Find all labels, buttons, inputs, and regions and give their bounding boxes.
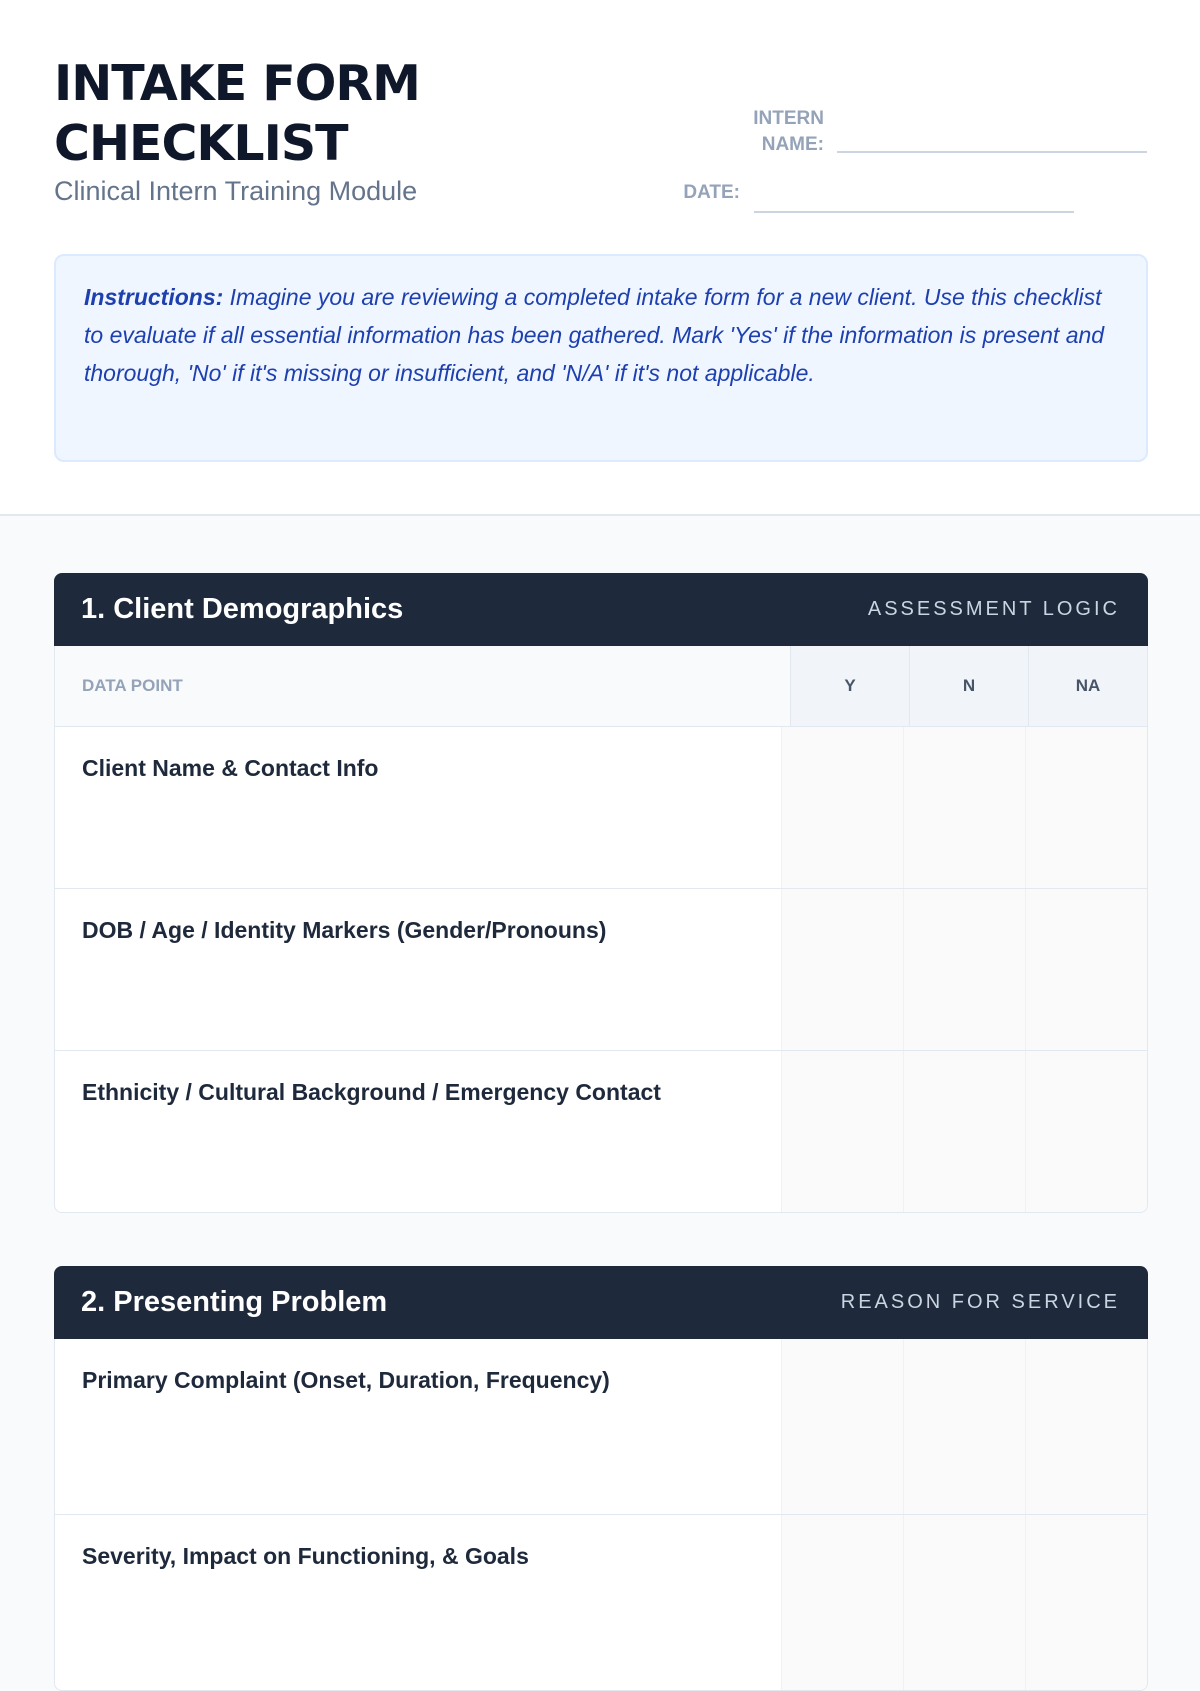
row-label: Client Name & Contact Info <box>82 755 379 781</box>
no-cell[interactable] <box>903 1051 1025 1212</box>
page-subtitle: Clinical Intern Training Module <box>54 176 418 206</box>
no-cell[interactable] <box>903 889 1025 1050</box>
page-title: INTAKE FORM CHECKLIST <box>54 55 420 172</box>
checklist-table <box>54 646 1148 1213</box>
intern-name-label: INTERN NAME: <box>753 108 824 155</box>
instructions-text: Imagine you are reviewing a completed intake form for a new client. Use this checklist to evaluate if all essential information has been gathered. Mark 'Yes' if the information is present and thorough, 'No' if it's missing or insufficient, and 'N/A' if it's not applicable. <box>84 284 1105 386</box>
instructions-box <box>54 254 1148 462</box>
column-header-na: NA <box>1028 646 1147 726</box>
yes-cell[interactable] <box>781 889 903 1050</box>
yes-cell[interactable] <box>781 1515 903 1690</box>
section-header <box>54 573 1148 646</box>
yes-cell[interactable] <box>781 727 903 888</box>
row-label: Severity, Impact on Functioning, & Goals <box>82 1543 529 1569</box>
no-cell[interactable] <box>903 727 1025 888</box>
checklist-table <box>54 1339 1148 1691</box>
table-row <box>55 1515 1147 1690</box>
section-title: 1. Client Demographics <box>81 593 404 625</box>
row-label: Ethnicity / Cultural Background / Emergency Contact <box>82 1079 661 1105</box>
na-cell[interactable] <box>1025 1339 1147 1514</box>
column-header-yes: Y <box>790 646 909 726</box>
table-header-row <box>55 646 1147 727</box>
no-cell[interactable] <box>903 1515 1025 1690</box>
row-label: DOB / Age / Identity Markers (Gender/Pronouns) <box>82 917 607 943</box>
column-header-no: N <box>909 646 1028 726</box>
row-label: Primary Complaint (Onset, Duration, Frequency) <box>82 1367 610 1393</box>
section-header <box>54 1266 1148 1339</box>
date-field[interactable] <box>754 211 1074 213</box>
instructions-lead: Instructions: <box>84 284 224 310</box>
section-tag: REASON FOR SERVICE <box>840 1291 1120 1313</box>
date-label: DATE: <box>683 182 740 203</box>
na-cell[interactable] <box>1025 727 1147 888</box>
section-tag: ASSESSMENT LOGIC <box>867 598 1120 620</box>
na-cell[interactable] <box>1025 1051 1147 1212</box>
column-header-data-point: DATA POINT <box>82 676 183 695</box>
yes-cell[interactable] <box>781 1339 903 1514</box>
intern-name-field[interactable] <box>837 151 1147 153</box>
section-title: 2. Presenting Problem <box>81 1286 388 1318</box>
section-client-demographics <box>54 573 1148 1213</box>
table-row <box>55 1339 1147 1515</box>
page-header <box>0 0 1200 516</box>
table-row <box>55 727 1147 889</box>
no-cell[interactable] <box>903 1339 1025 1514</box>
yes-cell[interactable] <box>781 1051 903 1212</box>
na-cell[interactable] <box>1025 889 1147 1050</box>
table-row <box>55 889 1147 1051</box>
na-cell[interactable] <box>1025 1515 1147 1690</box>
table-row <box>55 1051 1147 1212</box>
section-presenting-problem <box>54 1266 1148 1691</box>
